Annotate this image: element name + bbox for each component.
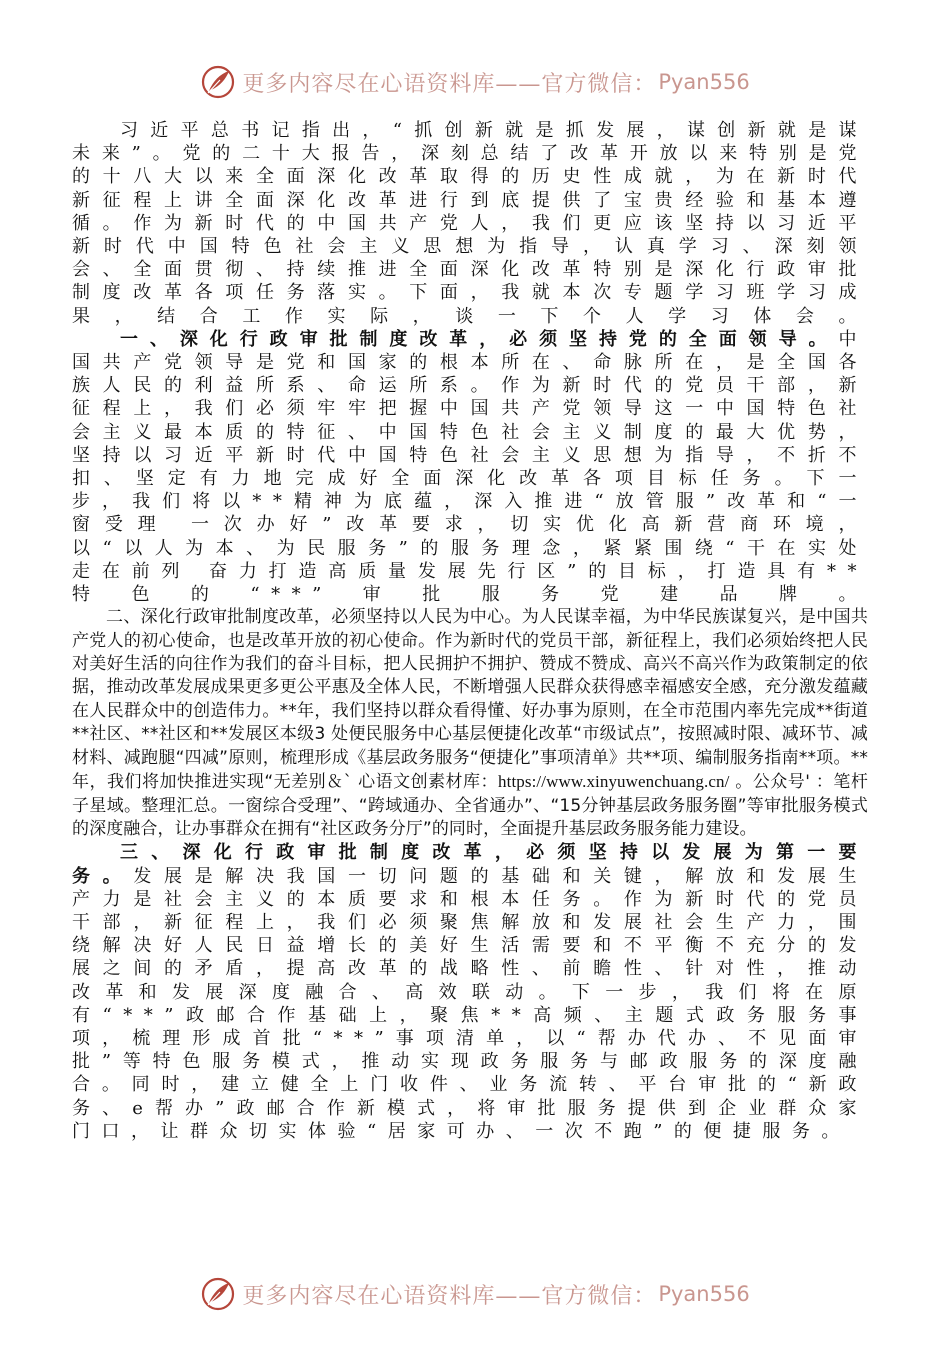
section-1-body: 中国共产党领导是党和国家的根本所在、命脉所在，是全国各族人民的利益所系、命运所系。作为新时代的党员干部，新征程上，我们必须牢牢把握中国共产党领导这一中国特色社会主义最本质的特征、中国特色社会主义制度的最大优势，坚持以习近平新时代中国特色社会主义思想为指导，不折不扣、坚定有力地完成好全面深化改革各项目标任务。下一步，我们将以**精神为底蕴，深入推进“放管服”改革和“一窗受理 一次办好”改革要求，切实优化高新营商环境，以“以人为本、为民服务”的服务理念，紧紧围绕“干在实处 走在前列 奋力打造高质量发展先行区”的目标，打造具有**特色的“**”审批服务党建品牌。 <box>72 328 868 606</box>
section-2-text-part1: 二、深化行政审批制度改革，必须坚持以人民为中心。为人民谋幸福，为中华民族谋复兴，是中国共产党人的初心使命，也是改革开放的初心使命。作为新时代的党员干部，新征程上，我们必须始终把人民对美好生活的向往作为我们的奋斗目标，把人民拥护不拥护、赞成不赞成、高兴不高兴作为政策制定的依据，推动改革发展成果更多更公平惠及全体人民，不断增强人民群众获得感幸福感安全感，充分激发蕴藏在人民群众中的创造伟力。**年，我们坚持以群众看得懂、好办事为原则，在全市范围内率先完成**街道**社区、**社区和**发展区本级3 处便民服务中心基层便捷化改革“市级试点”，按照减时限、减环节、减材料、减跑腿“四减”原则，梳理形成《基层政务服务“便捷化”事项清单》共**项、编制服务指南**项。**年，我们将加快推进实现“无差别＆` 心语文创素材库： <box>72 607 868 793</box>
article-body <box>72 119 868 1143</box>
section-3-body: 发展是解决我国一切问题的基础和关键，解放和发展生产力是社会主义的本质要求和根本任务。作为新时代的党员干部，新征程上，我们必须聚焦解放和发展社会生产力，围绕解决好人民日益增长的美好生活需要和不平衡不充分的发展之间的矛盾，提高改革的战略性、前瞻性、针对性，推动改革和发展深度融合、高效联动。下一步，我们将在原有“**”政邮合作基础上，聚焦**高频、主题式政务服务事项，梳理形成首批“**”事项清单，以“帮办代办、不见面审批”等特色服务模式，推动实现政务服务与邮政服务的深度融合。同时，建立健全上门收件、业务流转、平台审批的“新政务、e帮办”政邮合作新模式，将审批服务提供到企业群众家门口，让群众切实体验“居家可办、一次不跑”的便捷服务。 <box>72 865 869 1142</box>
footer-banner-text: 更多内容尽在心语资料库——官方微信： <box>242 1283 657 1309</box>
header-banner <box>0 60 950 104</box>
header-banner-text: 更多内容尽在心语资料库——官方微信： <box>242 71 657 97</box>
header-wechat-id: Pyan556 <box>658 70 750 94</box>
paragraph-intro-text: 习近平总书记指出，“抓创新就是抓发展，谋创新就是谋未来”。党的二十大报告，深刻总结了改革开放以来特别是党的十八大以来全面深化改革取得的历史性成就，为在新时代新征程上讲全面深化改革进行到底提供了宝贵经验和基本遵循。作为新时代的中国共产党人，我们更应该坚持以习近平新时代中国特色社会主义思想为指导，认真学习、深刻领会、全面贯彻、持续推进全面深化改革特别是深化行政审批制度改革各项任务落实。下面，我就本次专题学习班学习成果，结合工作实际，谈一下个人学习体会。 <box>72 120 868 327</box>
feather-pen-logo-icon <box>200 1276 236 1312</box>
feather-pen-logo-icon <box>200 64 236 100</box>
paragraph-section-2 <box>72 606 868 841</box>
footer-banner <box>0 1272 950 1316</box>
paragraph-section-1 <box>72 328 868 606</box>
paragraph-intro <box>72 119 868 328</box>
source-url-link[interactable]: https://www.xinyuwenchuang.cn/ <box>498 772 730 792</box>
section-3-heading: 三、深化行政审批制度改革，必须坚持以发展为第一要务。 <box>72 842 868 887</box>
paragraph-section-3 <box>72 841 868 1143</box>
section-1-heading: 一、深化行政审批制度改革，必须坚持党的全面领导。 <box>120 328 839 350</box>
section-2-text-part2: 。公众号' ：笔杆子星域。整理汇总。一窗综合受理”、“跨域通办、全省通办”、“15分钟基层政务服务圈”等审批服务模式的深度融合，让办事群众在拥有“社区政务分厅”的同时，全面提升基层政务服务能力建设。 <box>72 772 868 839</box>
footer-wechat-id: Pyan556 <box>658 1282 750 1306</box>
